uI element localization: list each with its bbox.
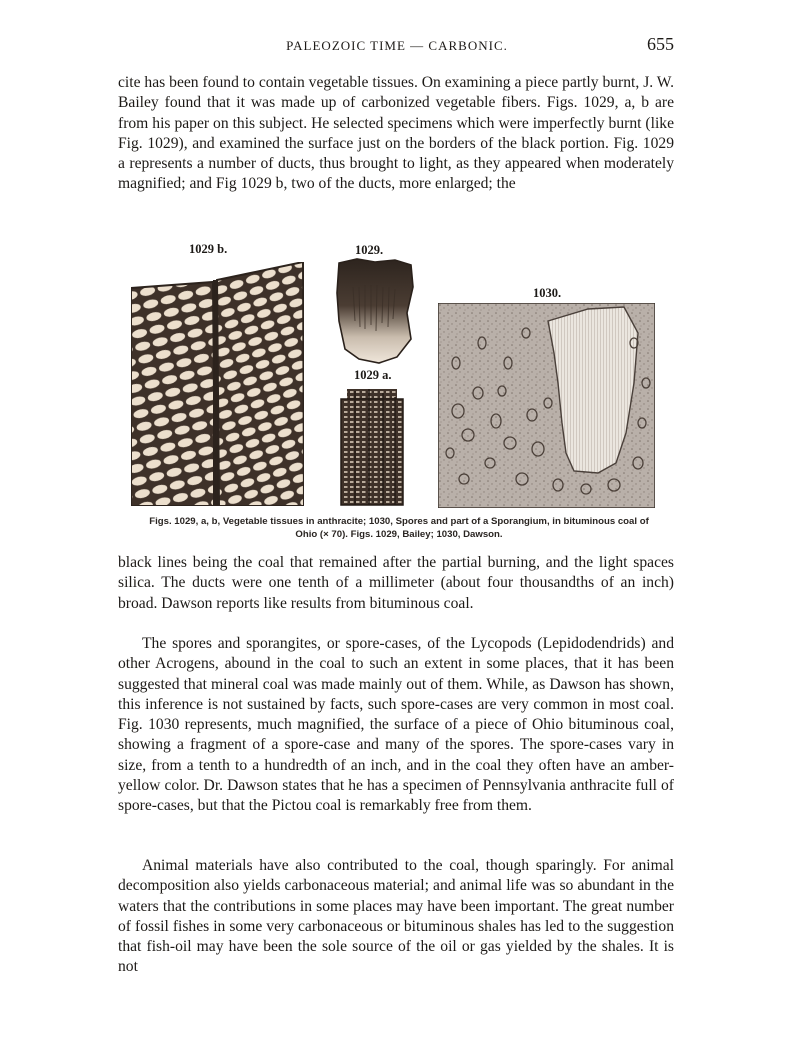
running-head [118,36,676,58]
body-paragraph-1: cite has been found to contain vegetable tissues. On examining a piece partly burnt, J. W. Bailey found that it was made up of carbonized vegetable fibers. Figs. 1029, a, b are from his paper on this subject. He selected specimens which were imperfectly burnt (like Fig. 1029), and examined the surface just on the borders of the black portion. Fig. 1029 a represents a number of ducts, thus brought to light, as they appeared when moderately magnified; and Fig 1029 b, two of the ducts, more enlarged; the [118,74,674,193]
caption-line-1: Figs. 1029, a, b, Vegetable tissues in anthracite; 1030, Spores and part of a Sporangium, in bituminous coal of [149,516,649,527]
page-number: 655 [647,34,674,54]
body-paragraph-4: Animal materials have also contributed to the coal, though sparingly. For animal decomposition also yields carbonaceous material; and animal life was so abundant in the waters that the contributions in some places may have been important. The great number of fossil fishes in some very carbonaceous or bituminous shales has led to the suggestion that fish-oil may have been the sole source of the oil or gas yielded by the shales. It is not [118,857,674,976]
figure-caption [104,515,694,541]
caption-line-2: Ohio (× 70). Figs. 1029, Bailey; 1030, Dawson. [295,529,503,540]
body-paragraph-2: black lines being the coal that remained after the partial burning, and the light spaces silica. The ducts were one tenth of a millimeter (about four thousandths of an inch) broad. Dawson reports like results from bituminous coal. [118,554,674,612]
figure-label-1029: 1029. [355,243,384,257]
figure-label-1029b: 1029 b. [189,242,228,256]
figure-1029b-engraving [131,262,304,506]
figure-1029-engraving [335,257,415,367]
figure-1030-engraving [438,303,655,508]
running-title: PALEOZOIC TIME — CARBONIC. [286,38,508,53]
figure-label-1029a: 1029 a. [354,368,392,382]
figure-label-1030: 1030. [533,286,562,300]
body-paragraph-3: The spores and sporangites, or spore-cases, of the Lycopods (Lepidodendrids) and other Acrogens, abound in the coal to such an extent in some places, that it has been suggested that mineral coal was made mainly out of them. While, as Dawson has shown, this inference is not sustained by facts, such spore-cases are very common in most coal. Fig. 1030 represents, much magnified, the surface of a piece of Ohio bituminous coal, showing a fragment of a spore-case and many of the spores. The spore-cases vary in size, from a tenth to a hundredth of an inch, and in the coal they often have an amber-yellow color. Dr. Dawson states that he has a specimen of Pennsylvania anthracite full of spore-cases, but that the Pictou coal is remarkably free from them. [118,635,674,815]
figure-1029a-engraving [337,385,409,507]
